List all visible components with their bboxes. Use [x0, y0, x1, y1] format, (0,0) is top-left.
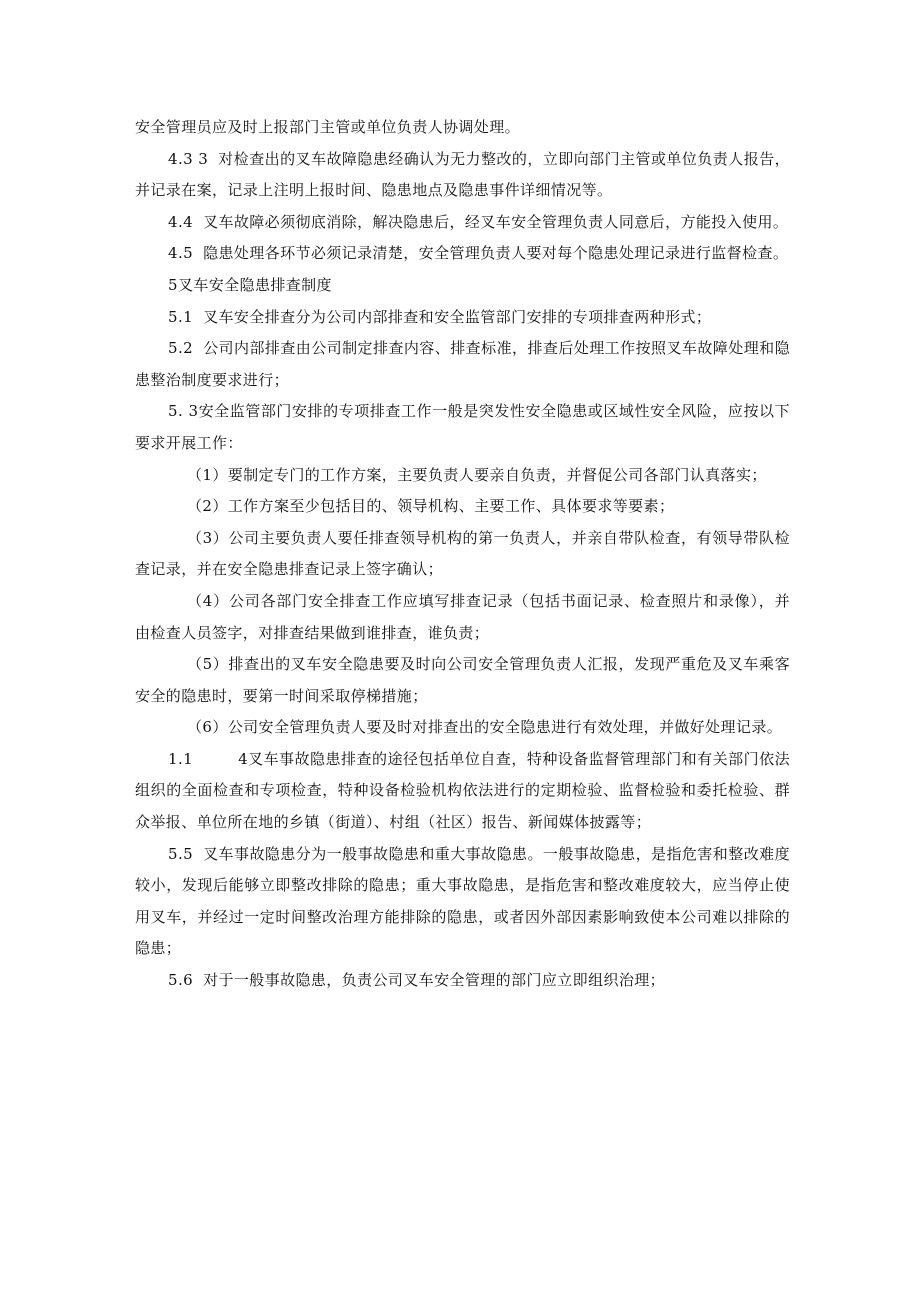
section-number: 5.5 — [168, 844, 194, 863]
section-number: 5.2 — [168, 339, 194, 358]
list-item-text: （4）公司各部门安全排查工作应填写排查记录（包括书面记录、检查照片和录像），并由检查人员签字，对排查结果做到谁排查，谁负责； — [135, 591, 790, 642]
paragraph — [135, 144, 790, 207]
paragraph-text: 叉车事故隐患分为一般事故隐患和重大事故隐患。一般事故隐患，是指危害和整改难度较小，发现后能够立即整改排除的隐患；重大事故隐患，是指危害和整改难度较大，应当停止使用叉车，并经过一定时间整改治理方能排除的隐患，或者因外部因素影响致使本公司难以排除的隐患； — [135, 844, 790, 958]
section-number: 4.3 3 — [168, 149, 209, 168]
paragraph-text: 叉车安全排查分为公司内部排查和安全监管部门安排的专项排查两种形式； — [203, 307, 712, 326]
section-number: 4.5 — [168, 244, 194, 263]
paragraph-text: 隐患处理各环节必须记录清楚，安全管理负责人要对每个隐患处理记录进行监督检查。 — [203, 244, 789, 263]
paragraph — [135, 112, 790, 144]
paragraph — [135, 396, 790, 459]
paragraph-text: 叉车故障必须彻底消除，解决隐患后，经叉车安全管理负责人同意后，方能投入使用。 — [203, 212, 789, 231]
paragraph — [135, 302, 790, 334]
list-item — [135, 523, 790, 586]
section-number: 4.4 — [168, 212, 194, 231]
paragraph — [135, 238, 790, 270]
paragraph — [135, 333, 790, 396]
list-item — [135, 491, 790, 523]
list-item — [135, 586, 790, 649]
document-body — [135, 112, 790, 997]
list-item-text: （6）公司安全管理负责人要及时对排查出的安全隐患进行有效处理，并做好处理记录。 — [187, 718, 783, 737]
paragraph-text: 对检查出的叉车故障隐患经确认为无力整改的，立即向部门主管或单位负责人报告，并记录在案，记录上注明上报时间、隐患地点及隐患事件详细情况等。 — [135, 149, 791, 200]
paragraph-text: 公司内部排查由公司制定排查内容、排查标准，排查后处理工作按照叉车故障处理和隐患整治制度要求进行； — [135, 339, 790, 389]
list-item-text: （3）公司主要负责人要任排查领导机构的第一负责人，并亲自带队检查，有领导带队检查记录，并在安全隐患排查记录上签字确认； — [135, 528, 790, 579]
list-item — [135, 460, 790, 492]
list-item-text: （2）工作方案至少包括目的、领导机构、主要工作、具体要求等要素； — [187, 497, 675, 516]
list-item-text: （5）排查出的叉车安全隐患要及时向公司安全管理负责人汇报，发现严重危及叉车乘客安全的隐患时，要第一时间采取停梯措施； — [135, 655, 790, 705]
paragraph-text: 对于一般事故隐患，负责公司叉车安全管理的部门应立即组织治理； — [203, 971, 666, 990]
paragraph-text: 安全监管部门安排的专项排查工作一般是突发性安全隐患或区域性安全风险，应按以下要求开展工作： — [135, 402, 790, 452]
list-item — [135, 649, 790, 712]
paragraph-text: 4叉车事故隐患排查的途径包括单位自查，特种设备监督管理部门和有关部门依法组织的全面检查和专项检查，特种设备检验机构依法进行的定期检验、监督检验和委托检验、群众举报、单位所在地的乡镇（街道）、村组（社区）报告、新闻媒体披露等； — [135, 749, 790, 832]
section-number: 5. 3 — [168, 402, 199, 421]
section-number: 5.6 — [168, 971, 194, 990]
section-heading — [135, 270, 790, 302]
paragraph — [135, 744, 790, 839]
list-item — [135, 712, 790, 744]
section-heading-text: 5叉车安全隐患排查制度 — [168, 275, 332, 294]
list-item-text: （1）要制定专门的工作方案，主要负责人要亲自负责，并督促公司各部门认真落实； — [187, 465, 767, 484]
paragraph — [135, 965, 790, 997]
section-number: 5.1 — [168, 307, 194, 326]
paragraph — [135, 839, 790, 965]
paragraph — [135, 207, 790, 239]
section-number: 1.1 — [168, 749, 194, 768]
paragraph-text: 安全管理员应及时上报部门主管或单位负责人协调处理。 — [135, 118, 521, 136]
